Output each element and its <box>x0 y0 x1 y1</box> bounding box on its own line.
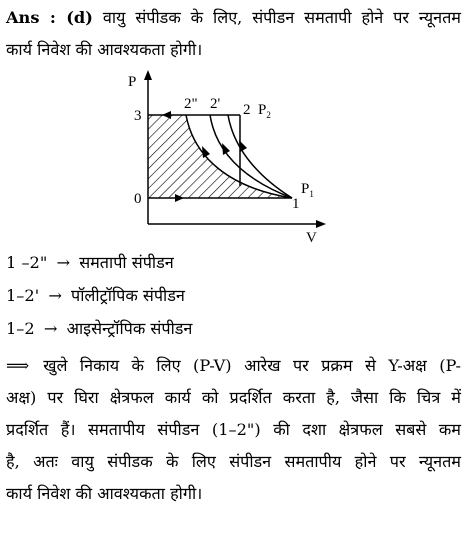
process-line-isentropic <box>6 317 461 341</box>
point-label-2-double-prime: 2" <box>184 96 198 112</box>
y-axis-arrowhead <box>144 70 152 80</box>
polytropic-arrow <box>222 143 230 155</box>
tick-label-3: 3 <box>134 108 142 124</box>
explanation-line-4 <box>6 450 461 474</box>
right-arrow-icon: → <box>43 319 58 338</box>
point-label-2-prime: 2' <box>210 96 221 112</box>
pv-diagram <box>110 68 340 246</box>
explanation-line-2 <box>6 386 461 410</box>
explanation-line-5 <box>6 482 461 506</box>
right-arrow-icon: → <box>48 286 62 305</box>
process-name: पॉलीट्रॉपिक संपीडन <box>71 286 185 305</box>
hatched-work-area <box>148 115 292 198</box>
state-label-p2-main: P <box>258 102 267 118</box>
process-start: 1 –2" <box>6 253 48 272</box>
process-name: आइसेन्ट्रॉपिक संपीडन <box>66 319 193 338</box>
explanation-text-2: अक्ष) पर घिरा क्षेत्रफल कार्य को प्रदर्शित करता है, जैसा कि चित्र में <box>6 388 461 407</box>
answer-text-2: कार्य निवेश की आवश्यकता होगी। <box>6 40 203 59</box>
answer-prefix: Ans : (d) <box>6 8 93 27</box>
point-label-1: 1 <box>292 196 300 212</box>
tick-label-0: 0 <box>134 191 142 207</box>
state-label-p1 <box>301 181 314 199</box>
answer-text-1: वायु संपीडक के लिए, संपीडन समतापी होने पर न्यूनतम <box>102 8 461 27</box>
isentropic-arrow <box>239 140 247 152</box>
explanation-text-5: कार्य निवेश की आवश्यकता होगी। <box>6 484 203 503</box>
process-line-polytropic <box>6 284 461 308</box>
point-label-2: 2 <box>243 102 251 118</box>
axis-label-p: P <box>128 74 137 90</box>
state-label-p2-sub: 2 <box>266 110 271 120</box>
process-start: 1–2 <box>6 319 35 338</box>
explanation-line-1 <box>6 354 461 378</box>
explanation-text-3: प्रदर्शित हैं। समतापीय संपीडन (1–2") की दशा क्षेत्रफल सबसे कम <box>6 420 461 439</box>
explanation-text-4: है, अतः वायु संपीडक के लिए संपीडन समतापीय होने पर न्यूनतम <box>6 452 461 471</box>
process-line-isothermal <box>6 251 461 275</box>
process-start: 1–2' <box>6 286 40 305</box>
isothermal-arrow <box>202 146 210 158</box>
right-arrow-icon: → <box>56 253 71 272</box>
state-label-p2 <box>258 102 271 120</box>
explanation-text-1: खुले निकाय के लिए (P-V) आरेख पर प्रक्रम से Y-अक्ष (P- <box>43 356 461 375</box>
state-label-p1-sub: 1 <box>309 189 314 199</box>
process-name: समतापी संपीडन <box>79 253 174 272</box>
axis-label-v: V <box>306 230 317 246</box>
explanation-line-3 <box>6 418 461 442</box>
implies-icon: ⟹ <box>6 356 30 375</box>
state-label-p1-main: P <box>301 181 310 197</box>
answer-line-1 <box>6 6 461 30</box>
x-axis-arrowhead <box>316 220 326 228</box>
answer-line-2 <box>6 38 461 62</box>
